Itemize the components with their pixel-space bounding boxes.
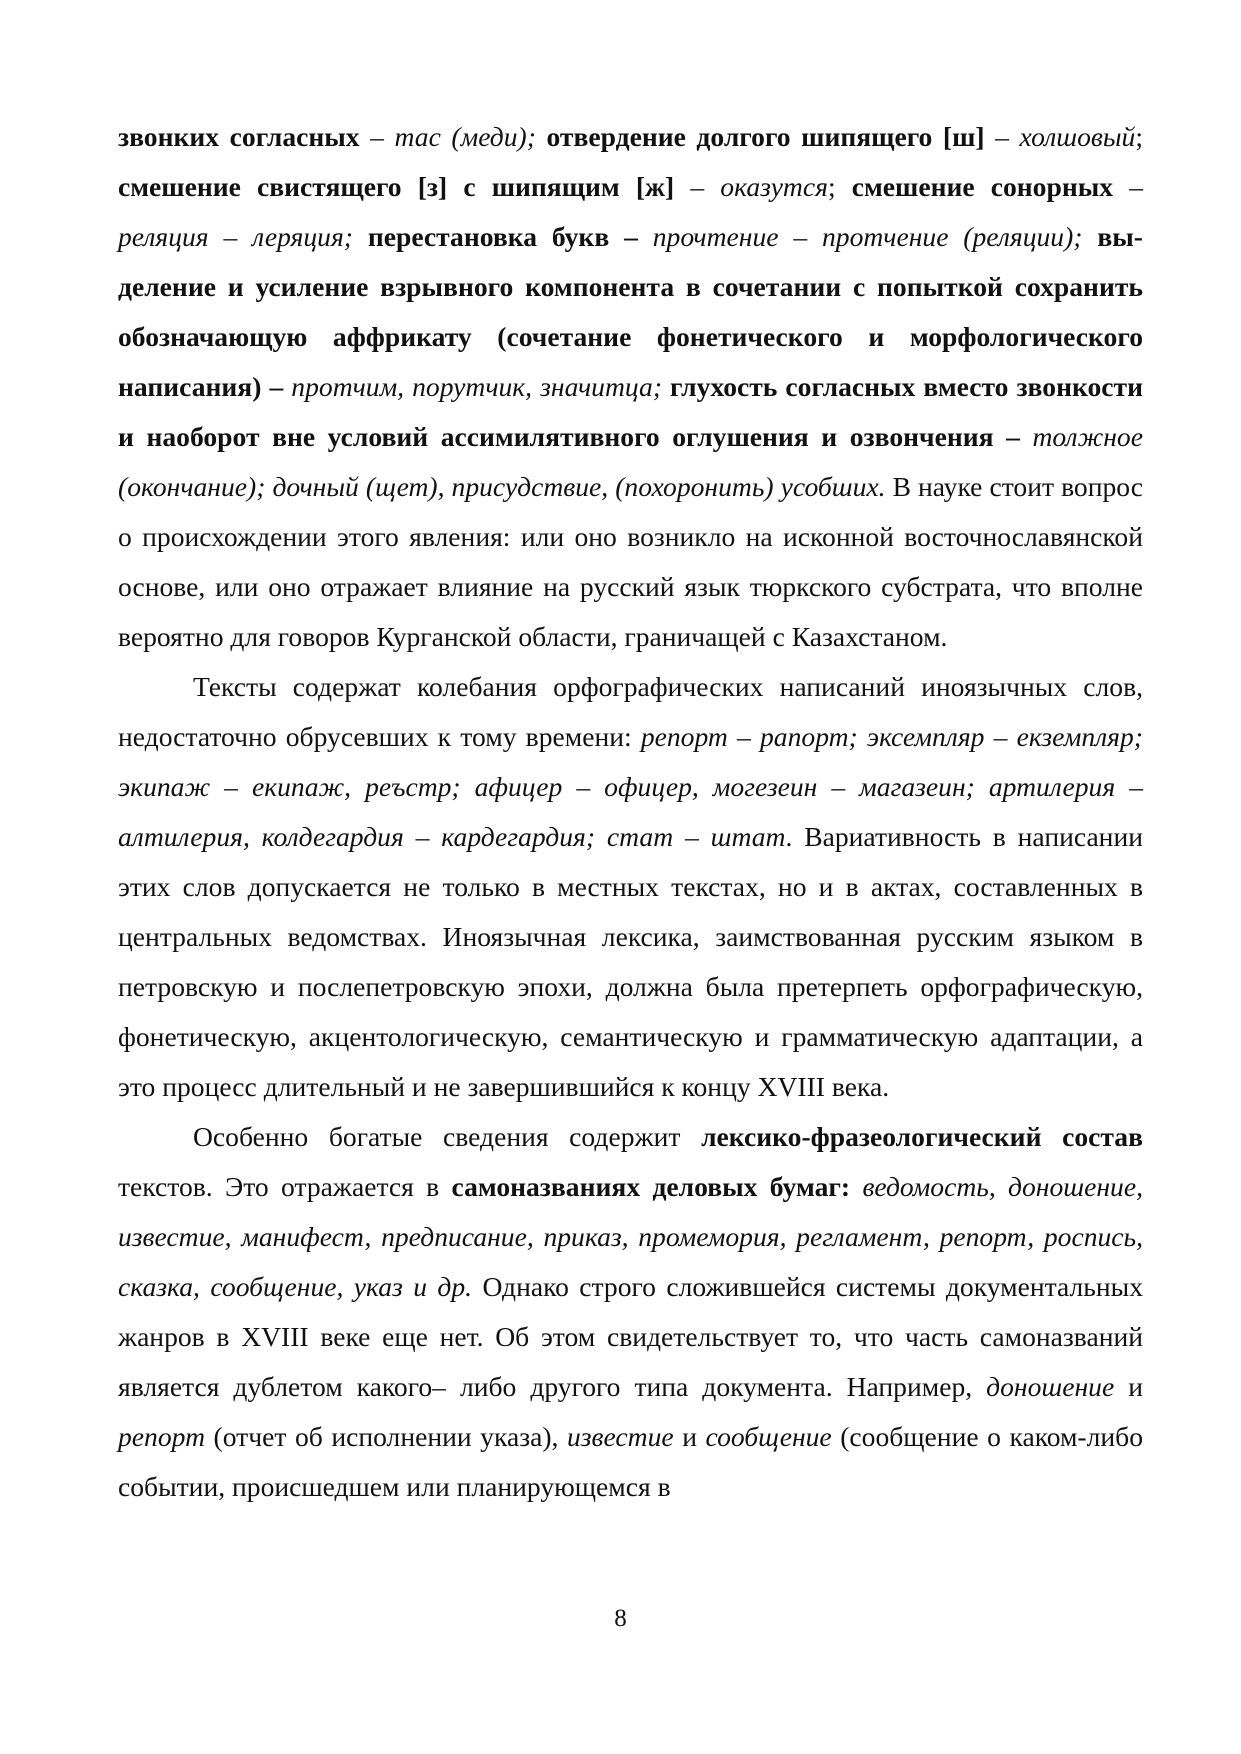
italic-example-run: толжное (окончание); дочный (щет), присудствие, (похоронить) усобших.: [118, 421, 1143, 502]
document-body: [118, 112, 1143, 1512]
text-run: –: [674, 171, 721, 202]
text-run: [850, 1171, 862, 1202]
italic-example-run: протчим, порутчик, значитца;: [291, 371, 663, 402]
italic-example-run: репорт – рапорт; эксемпляр – екземпляр; экипаж – екипаж, реъстр; афицер – офицер, могезеин – магазеин; артилерия – алтилерия, колдегардия – кардегардия; стат – штат: [118, 721, 1143, 852]
bold-text-run: глухость согласных вместо звонкости и наоборот вне условий ассимилятивного оглушения и озвончения –: [118, 371, 1143, 452]
bold-text-run: выделение и усиление взрывного компонента в сочетании с попыткой сохранить обозначающую аффрикату (сочетание фонетического и морфологического написания) –: [118, 221, 1143, 402]
italic-example-run: сообщение: [705, 1421, 832, 1452]
italic-example-run: тас (меди);: [394, 121, 536, 152]
text-run: [638, 221, 653, 252]
text-run: ;: [1135, 121, 1144, 152]
page-number: 8: [614, 1605, 627, 1632]
bold-text-run: лексико-фразеологический состав: [701, 1121, 1143, 1152]
italic-example-run: известие: [567, 1421, 674, 1452]
paragraph-1: [118, 112, 1143, 662]
paragraph-3: [118, 1112, 1143, 1512]
text-run: –: [1113, 171, 1144, 202]
text-run: Особенно богатые сведения содержит: [193, 1121, 702, 1152]
text-run: . Вариативность в написании этих слов допускается не только в местных текстах, но и в актах, составленных в центральных ведомствах. Иноязычная лексика, заимствованная русским языком в петровскую и послепетровскую эпохи, должна была претерпеть орфографическую, фонетическую, акцентологическую, семантическую и грамматическую адаптации, а это процесс длительный и не завершившийся к концу XVIII века.: [118, 821, 1143, 1102]
text-run: –: [359, 121, 395, 152]
text-run: и: [673, 1421, 706, 1452]
bold-text-run: отвердение долгого шипящего [ш]: [535, 121, 985, 152]
italic-example-run: оказутся: [720, 171, 828, 202]
bold-text-run: перестановка букв –: [352, 221, 638, 252]
text-run: и: [1114, 1371, 1143, 1402]
text-run: –: [984, 121, 1020, 152]
bold-text-run: самоназваниях деловых бумаг:: [451, 1171, 851, 1202]
italic-example-run: холшовый: [1019, 121, 1136, 152]
text-run: Однако строго сложившейся системы документальных жанров в XVIII веке еще нет. Об этом свидетельствует то, что часть самоназваний является дублетом какого– либо другого типа документа. Например,: [118, 1271, 1143, 1402]
text-run: текстов. Это отражается в: [118, 1171, 452, 1202]
bold-text-run: смешение свистящего [з] с шипящим [ж]: [118, 171, 675, 202]
text-run: (отчет об исполнении указа),: [205, 1421, 567, 1452]
text-run: Тексты содержат колебания орфографических написаний иноязычных слов, недостаточно обрусевших к тому времени:: [118, 671, 1143, 752]
italic-example-run: доношение: [986, 1371, 1115, 1402]
paragraph-2: [118, 662, 1143, 1112]
italic-example-run: реляция – леряция;: [118, 221, 353, 252]
italic-example-run: репорт: [118, 1421, 205, 1452]
text-run: [1020, 421, 1033, 452]
italic-example-run: прочтение – протчение (реляции);: [652, 221, 1083, 252]
italic-example-run: ведомость, доношение, известие, манифест, предписание, приказ, промемория, регламент, репорт, роспись, сказка, сообщение, указ и др.: [118, 1171, 1143, 1302]
text-run: В науке стоит вопрос о происхождении этого явления: или оно возникло на исконной восточнославянской основе, или оно отражает влияние на русский язык тюркского субстрата, что вполне вероятно для говоров Курганской области, граничащей с Казахстаном.: [118, 471, 1144, 652]
text-run: (сообщение о каком-либо событии, происшедшем или планирующемся в: [118, 1421, 1143, 1502]
text-run: ;: [827, 171, 852, 202]
bold-text-run: звонких согласных: [118, 121, 360, 152]
bold-text-run: смешение сонорных: [851, 171, 1114, 202]
